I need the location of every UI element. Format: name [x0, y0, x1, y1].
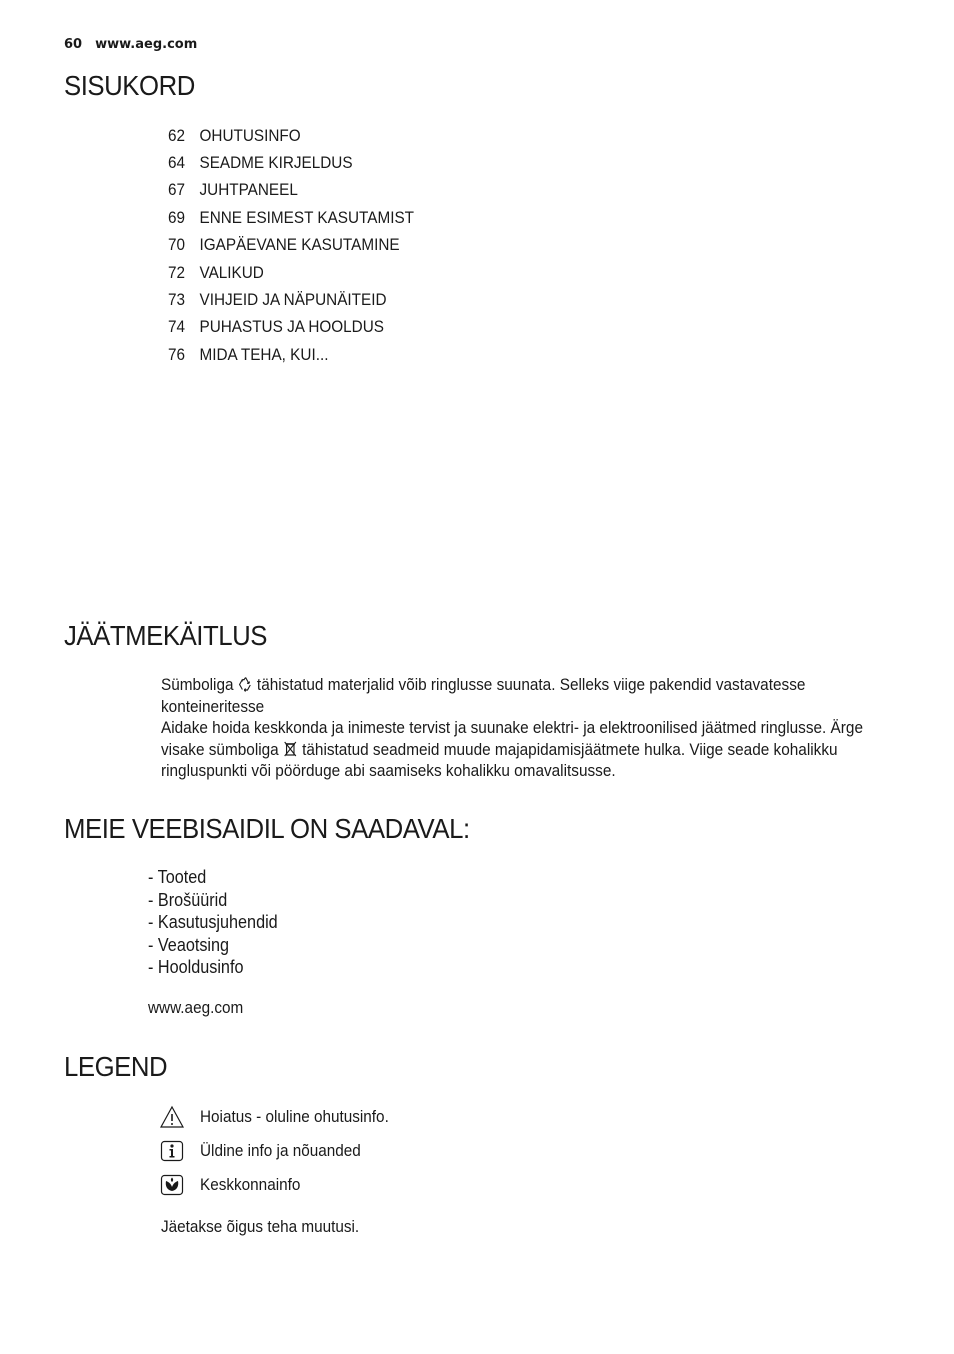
toc-label: MIDA TEHA, KUI... — [199, 344, 329, 364]
legend-item-environment — [160, 1173, 312, 1197]
toc-item[interactable] — [168, 314, 414, 341]
legend-item-warning — [160, 1105, 410, 1129]
site-url: www.aeg.com — [95, 37, 198, 52]
toc-label: IGAPÄEVANE KASUTAMINE — [199, 235, 400, 255]
toc-item[interactable] — [168, 204, 414, 231]
toc-page: 67 — [168, 180, 186, 200]
toc-label: OHUTUSINFO — [199, 125, 301, 145]
toc-item[interactable] — [168, 122, 414, 149]
legend-text: Keskkonnainfo — [200, 1175, 301, 1194]
crossed-bin-icon — [283, 741, 298, 757]
list-item: - Kasutusjuhendid — [148, 912, 278, 932]
website-link[interactable]: www.aeg.com — [148, 998, 244, 1017]
list-item: - Brošüürid — [148, 889, 228, 910]
legend-item-info — [160, 1139, 379, 1163]
page-header — [64, 37, 197, 52]
website-title: MEIE VEEBISAIDIL ON SAADAVAL: — [64, 813, 470, 844]
list-item: - Veaotsing — [148, 934, 230, 955]
disposal-paragraph-2: Aidake hoida keskkonda ja inimeste tervist ja suunake elektri- ja elektroonilised jäätmed ringlusse. Ärge visake sümboliga tähistatud seadmeid muude majapidamisjäätmete hulka. Viige seade kohalikku ringluspunkti või pöörduge abi saamiseks kohalikku omavalitsusse. — [161, 719, 863, 781]
toc-page: 74 — [168, 317, 186, 337]
toc-page: 62 — [168, 125, 186, 145]
toc-item[interactable] — [168, 259, 414, 286]
table-of-contents — [168, 122, 441, 369]
toc-page: 73 — [168, 290, 186, 310]
toc-page: 72 — [168, 262, 186, 282]
legend-text: Üldine info ja nõuanded — [200, 1141, 361, 1160]
toc-page: 76 — [168, 344, 186, 364]
legend-title: LEGEND — [64, 1051, 168, 1082]
list-item: - Hooldusinfo — [148, 957, 244, 977]
toc-label: VALIKUD — [199, 262, 264, 282]
info-icon — [160, 1139, 184, 1163]
disposal-paragraph-1: Sümboliga tähistatud materjalid võib ringlusse suunata. Selleks viige pakendid vastavatesse konteineritesse — [161, 676, 806, 716]
toc-page: 69 — [168, 207, 186, 227]
warning-icon — [160, 1105, 184, 1129]
toc-label: ENNE ESIMEST KASUTAMIST — [199, 207, 415, 227]
website-list — [148, 866, 278, 979]
toc-page: 64 — [168, 153, 186, 173]
environment-icon — [160, 1173, 184, 1197]
disposal-text — [161, 675, 868, 783]
contents-title: SISUKORD — [64, 70, 195, 101]
list-item: - Tooted — [148, 867, 207, 887]
recycle-icon — [238, 676, 253, 692]
toc-item[interactable] — [168, 341, 414, 368]
toc-label: VIHJEID JA NÄPUNÄITEID — [199, 290, 387, 310]
toc-item[interactable] — [168, 149, 414, 176]
toc-label: SEADME KIRJELDUS — [199, 153, 353, 173]
toc-label: JUHTPANEEL — [199, 180, 298, 200]
toc-item[interactable] — [168, 177, 414, 204]
footnote: Jäetakse õigus teha muutusi. — [161, 1217, 360, 1236]
toc-item[interactable] — [168, 232, 414, 259]
toc-item[interactable] — [168, 286, 414, 313]
toc-label: PUHASTUS JA HOOLDUS — [199, 317, 384, 337]
toc-page: 70 — [168, 235, 186, 255]
legend-text: Hoiatus - oluline ohutusinfo. — [200, 1107, 389, 1126]
disposal-title: JÄÄTMEKÄITLUS — [64, 620, 268, 651]
page-number: 60 — [64, 37, 83, 52]
